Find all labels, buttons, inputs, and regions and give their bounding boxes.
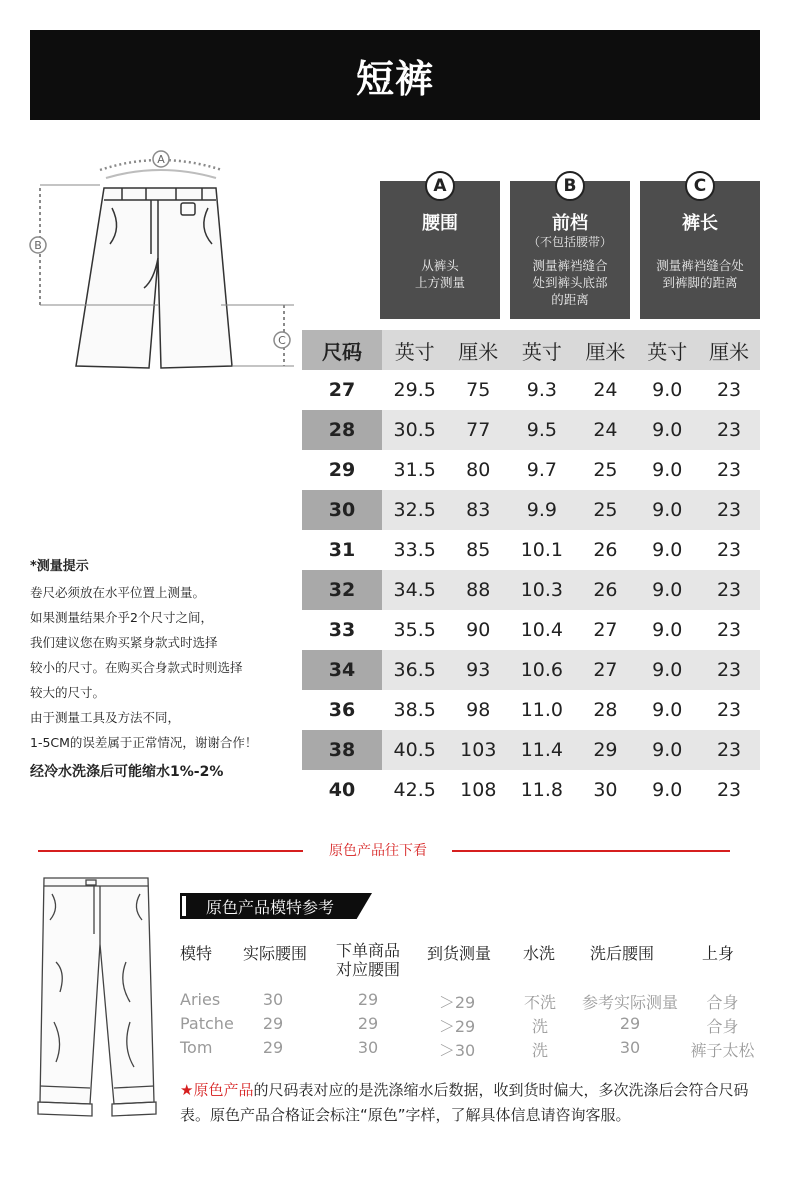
model-ref-cell: ＞29 xyxy=(438,1017,476,1036)
header-cm-length: 厘米 xyxy=(698,330,760,370)
waist-description: 从裤头 上方测量 xyxy=(414,258,465,290)
model-ref-cell: 不洗 xyxy=(523,993,556,1012)
measurement-cell: 9.3 xyxy=(526,379,557,401)
table-row xyxy=(302,730,760,770)
measurement-cell: 10.1 xyxy=(520,539,564,561)
measurement-cell: 80 xyxy=(466,459,491,481)
model-ref-cell: 29 xyxy=(357,990,379,1009)
length-title: 裤长 xyxy=(682,213,718,234)
measurement-cell: 23 xyxy=(716,539,742,561)
measurement-cell: 36.5 xyxy=(382,650,447,690)
measurement-cell: 30.5 xyxy=(382,410,447,450)
measurement-cell: 33.5 xyxy=(393,539,436,561)
measurement-cell: 9.9 xyxy=(509,490,574,530)
measurement-cell: 23 xyxy=(698,570,760,610)
model-ref-cell: 29 xyxy=(262,1014,284,1033)
length-letter-badge: C xyxy=(685,171,715,201)
measurement-cell: 28 xyxy=(593,699,618,721)
measurement-cell: 9.0 xyxy=(636,490,698,530)
size-chart-table xyxy=(302,330,760,810)
header-model: 模特 xyxy=(180,944,213,963)
model-ref-cell: ＞30 xyxy=(438,1041,476,1060)
front-rise-description: 测量裤裆缝合 处到裤头底部 的距离 xyxy=(532,258,608,307)
measurement-cell: 108 xyxy=(460,779,497,801)
measurement-cell: 9.0 xyxy=(636,730,698,770)
measurement-tips xyxy=(30,555,300,781)
measurement-cell: 29 xyxy=(575,730,637,770)
list-item xyxy=(180,990,760,1012)
model-reference-title: 原色产品模特参考 xyxy=(206,898,335,917)
table-row xyxy=(302,770,760,810)
length-description: 测量裤裆缝合处 到裤脚的距离 xyxy=(656,258,744,290)
measurement-cell: 23 xyxy=(716,779,742,801)
measurement-cell: 27 xyxy=(575,650,637,690)
note-highlight: ★原色产品 xyxy=(180,1081,254,1099)
model-ref-cell: 30 xyxy=(262,990,284,1009)
model-ref-cell: 合身 xyxy=(706,1017,739,1036)
measurement-cell: 23 xyxy=(716,459,742,481)
table-header-row xyxy=(302,330,760,370)
measurement-cell: 26 xyxy=(575,570,637,610)
measurement-cell: 26 xyxy=(593,539,618,561)
measurement-cell: 85 xyxy=(466,539,491,561)
model-ref-cell: 合身 xyxy=(706,993,739,1012)
measurement-cell: 88 xyxy=(447,570,509,610)
divider-line-left xyxy=(38,850,303,852)
size-cell: 31 xyxy=(328,539,356,561)
size-cell: 29 xyxy=(328,459,356,481)
measurement-cell: 9.0 xyxy=(636,650,698,690)
measurement-cell: 83 xyxy=(447,490,509,530)
table-row xyxy=(302,650,760,690)
size-cell: 38 xyxy=(302,730,382,770)
shorts-outline-icon xyxy=(76,188,232,368)
table-row xyxy=(302,370,760,410)
tips-line: 1-5CM的误差属于正常情况，谢谢合作！ xyxy=(30,735,258,750)
page-title: 短裤 xyxy=(355,56,434,101)
measurement-cell: 23 xyxy=(698,410,760,450)
measurement-cell: 24 xyxy=(593,379,618,401)
column-header-length xyxy=(640,176,760,319)
measurement-cell: 29.5 xyxy=(393,379,436,401)
front-rise-letter-badge: B xyxy=(555,171,585,201)
measurement-cell: 93 xyxy=(447,650,509,690)
header-size: 尺码 xyxy=(302,330,382,370)
model-ref-cell: 参考实际测量 xyxy=(581,993,678,1012)
measurement-cell: 34.5 xyxy=(382,570,447,610)
measurement-cell: 9.0 xyxy=(652,459,683,481)
measurement-cell: 98 xyxy=(466,699,491,721)
model-ref-cell: Tom xyxy=(180,1038,213,1057)
measurement-cell: 31.5 xyxy=(393,459,436,481)
model-ref-cell: 裤子太松 xyxy=(690,1041,755,1060)
measurement-cell: 25 xyxy=(593,459,618,481)
waist-letter-badge: A xyxy=(425,171,455,201)
header-inch-rise: 英寸 xyxy=(509,330,574,370)
measurement-cell: 9.0 xyxy=(652,779,683,801)
header-cm-waist: 厘米 xyxy=(447,330,509,370)
size-cell: 30 xyxy=(302,490,382,530)
measurement-cell: 11.0 xyxy=(520,699,564,721)
measurement-cell: 23 xyxy=(698,650,760,690)
tips-title: *测量提示 xyxy=(30,559,89,574)
size-cell: 27 xyxy=(328,379,356,401)
waist-title: 腰围 xyxy=(422,213,458,234)
front-rise-title: 前档 xyxy=(552,213,588,234)
svg-text:A: A xyxy=(157,153,165,166)
measurement-cell: 10.6 xyxy=(509,650,574,690)
tips-line: 较小的尺寸。在购买合身款式时则选择 xyxy=(30,660,243,675)
svg-text:B: B xyxy=(34,239,42,252)
shorts-measurement-diagram xyxy=(26,148,306,388)
measurement-cell: 9.0 xyxy=(652,379,683,401)
measurement-cell: 27 xyxy=(593,619,618,641)
label-a-icon xyxy=(153,151,169,167)
measurement-cell: 11.8 xyxy=(520,779,564,801)
column-header-front-rise xyxy=(510,176,630,319)
title-banner xyxy=(30,30,760,120)
divider-label: 原色产品往下看 xyxy=(329,843,427,859)
model-table-header xyxy=(180,941,760,981)
table-row xyxy=(302,610,760,650)
table-row xyxy=(302,690,760,730)
measurement-cell: 23 xyxy=(716,699,742,721)
label-c-icon xyxy=(274,332,290,348)
measurement-cell: 42.5 xyxy=(393,779,436,801)
header-cm-rise: 厘米 xyxy=(575,330,637,370)
size-cell: 34 xyxy=(302,650,382,690)
model-ref-cell: 洗 xyxy=(531,1041,548,1060)
measurement-cell: 23 xyxy=(698,730,760,770)
measurement-cell: 9.0 xyxy=(636,410,698,450)
model-ref-cell: 洗 xyxy=(531,1017,548,1036)
header-actual-waist: 实际腰围 xyxy=(243,944,308,963)
list-item xyxy=(180,1014,760,1036)
measurement-cell: 77 xyxy=(447,410,509,450)
size-cell: 32 xyxy=(302,570,382,610)
jeans-illustration-icon xyxy=(26,872,166,1122)
divider-line-right xyxy=(452,850,730,852)
shrink-note: 经冷水洗涤后可能缩水1%-2% xyxy=(30,764,224,780)
table-row xyxy=(302,490,760,530)
measurement-cell: 10.4 xyxy=(520,619,564,641)
raw-denim-note xyxy=(180,1078,760,1128)
table-row xyxy=(302,410,760,450)
measurement-cell: 23 xyxy=(716,619,742,641)
header-fit: 上身 xyxy=(702,944,735,963)
model-ref-cell: Aries xyxy=(180,990,221,1009)
tips-line: 我们建议您在购买紧身款式时选择 xyxy=(30,635,218,650)
measurement-cell: 23 xyxy=(698,490,760,530)
size-cell: 40 xyxy=(328,779,356,801)
tips-line: 卷尺必须放在水平位置上测量。 xyxy=(30,585,206,600)
svg-text:C: C xyxy=(278,334,286,347)
front-rise-subtitle: （不包括腰带） xyxy=(527,235,612,249)
model-ref-cell: 29 xyxy=(357,1014,379,1033)
measurement-cell: 103 xyxy=(447,730,509,770)
measurement-cell: 40.5 xyxy=(382,730,447,770)
column-header-waist xyxy=(380,176,500,319)
measurement-cell: 9.5 xyxy=(509,410,574,450)
model-ref-cell: 29 xyxy=(619,1014,641,1033)
note-text: 的尺码表对应的是洗涤缩水后数据，收到货时偏大，多次洗涤后会符合尺码表。原色产品合格证会标注“原色”字样，了解具体信息请咨询客服。 xyxy=(180,1081,749,1124)
list-item xyxy=(180,1038,760,1060)
model-ref-cell: ＞29 xyxy=(438,993,476,1012)
measurement-cell: 25 xyxy=(575,490,637,530)
measurement-cell: 30 xyxy=(593,779,618,801)
measurement-cell: 11.4 xyxy=(509,730,574,770)
size-cell: 33 xyxy=(328,619,356,641)
measurement-cell: 9.7 xyxy=(526,459,557,481)
measurement-cell: 9.0 xyxy=(652,699,683,721)
measurement-cell: 9.0 xyxy=(636,570,698,610)
measurement-cell: 32.5 xyxy=(382,490,447,530)
header-wash: 水洗 xyxy=(523,944,556,963)
tips-line: 较大的尺寸。 xyxy=(30,685,106,700)
model-ref-cell: 29 xyxy=(262,1038,284,1057)
model-ref-cell: 30 xyxy=(619,1038,641,1057)
tips-line: 如果测量结果介乎2个尺寸之间， xyxy=(30,610,213,625)
model-ref-cell: Patche xyxy=(180,1014,234,1033)
label-b-icon xyxy=(30,237,46,253)
header-after-wash-waist: 洗后腰围 xyxy=(590,944,655,963)
model-ref-cell: 30 xyxy=(357,1038,379,1057)
measurement-cell: 10.3 xyxy=(509,570,574,610)
header-inch-waist: 英寸 xyxy=(382,330,447,370)
size-cell: 28 xyxy=(302,410,382,450)
header-arrival-measure: 到货测量 xyxy=(427,944,492,963)
size-cell: 36 xyxy=(328,699,356,721)
measurement-cell: 9.0 xyxy=(652,539,683,561)
table-row xyxy=(302,450,760,490)
measurement-cell: 35.5 xyxy=(393,619,436,641)
measurement-cell: 24 xyxy=(575,410,637,450)
measurement-cell: 38.5 xyxy=(393,699,436,721)
table-row xyxy=(302,570,760,610)
measurement-cell: 75 xyxy=(466,379,491,401)
header-ordered-waist: 下单商品 对应腰围 xyxy=(335,941,400,979)
tips-line: 由于测量工具及方法不同， xyxy=(30,710,181,725)
header-accent-bar xyxy=(182,896,186,916)
measurement-cell: 23 xyxy=(716,379,742,401)
measurement-cell: 9.0 xyxy=(652,619,683,641)
table-row xyxy=(302,530,760,570)
header-inch-length: 英寸 xyxy=(636,330,698,370)
measurement-cell: 90 xyxy=(466,619,491,641)
